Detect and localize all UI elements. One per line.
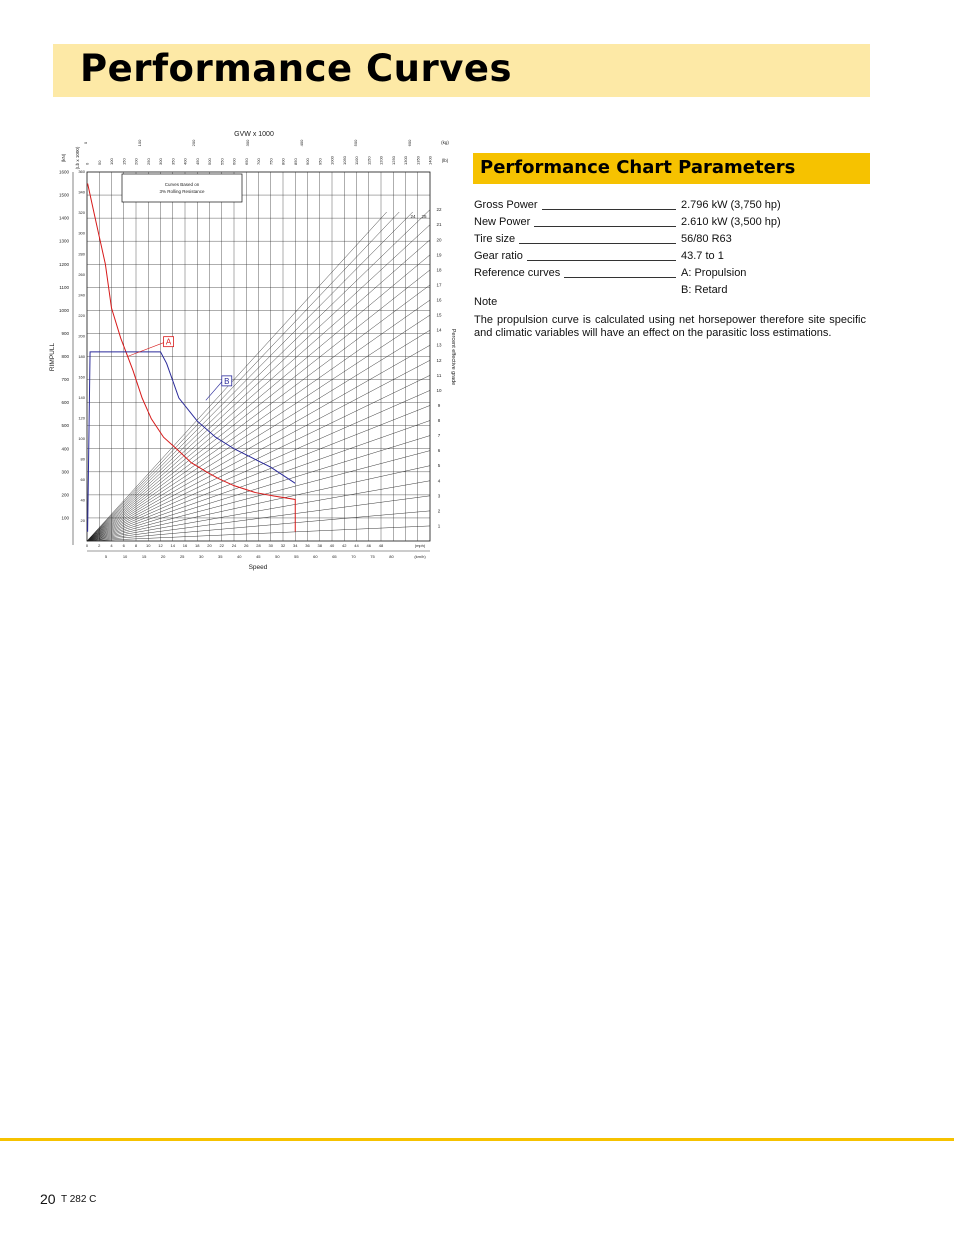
x-mph-tick: 44 bbox=[354, 543, 359, 548]
y-kn-tick: 1300 bbox=[58, 238, 69, 244]
x-mph-unit: (mph) bbox=[414, 543, 426, 548]
param-label: Gross Power bbox=[474, 197, 542, 214]
series-line-A bbox=[88, 184, 296, 532]
param-label: Gear ratio bbox=[474, 248, 527, 265]
param-row bbox=[474, 265, 874, 282]
x-mph-tick: 6 bbox=[122, 543, 125, 548]
grade-tick: 6 bbox=[437, 448, 441, 454]
top-lb-tick: 800 bbox=[280, 158, 286, 165]
top-lb-tick: 700 bbox=[256, 158, 261, 165]
top-lb-tick: 1100 bbox=[354, 156, 359, 165]
y-kn-tick: 500 bbox=[61, 423, 69, 429]
y-lb-tick: 340 bbox=[78, 189, 85, 195]
top-lb-tick: 1350 bbox=[415, 156, 421, 165]
param-row bbox=[474, 214, 874, 231]
grade-tick: 5 bbox=[437, 463, 441, 469]
y-lb-tick: 240 bbox=[78, 292, 85, 298]
y-kn-unit: (kN) bbox=[61, 153, 66, 163]
y-lb-tick: 220 bbox=[78, 312, 85, 318]
top-lb-tick: 1000 bbox=[329, 156, 335, 165]
chart-svg bbox=[40, 125, 460, 580]
grade-tick: 4 bbox=[437, 478, 441, 484]
y-kn-tick: 800 bbox=[61, 354, 69, 359]
x-kmh-tick: 65 bbox=[332, 554, 337, 559]
x-mph-tick: 22 bbox=[219, 543, 224, 548]
top-lb-tick: 950 bbox=[317, 158, 323, 165]
x-mph-tick: 10 bbox=[146, 543, 151, 548]
x-mph-tick: 0 bbox=[85, 543, 89, 548]
grade-tick: 15 bbox=[436, 312, 442, 318]
grade-tick: 8 bbox=[437, 418, 441, 424]
x-mph-tick: 28 bbox=[256, 543, 261, 548]
grade-tick: 2 bbox=[437, 508, 441, 514]
y-lb-unit: (Lb x 1000) bbox=[75, 146, 80, 170]
top-lb-tick: 400 bbox=[182, 158, 188, 165]
x-kmh-tick: 15 bbox=[141, 554, 147, 559]
y-lb-tick: 80 bbox=[80, 456, 85, 462]
x-mph-tick: 38 bbox=[317, 543, 322, 548]
footer-rule bbox=[0, 1138, 954, 1141]
y-kn-tick: 100 bbox=[61, 515, 69, 521]
note-box-line: Curves Based on bbox=[164, 182, 200, 187]
params-heading-banner bbox=[473, 153, 870, 184]
x-mph-tick: 20 bbox=[207, 543, 212, 548]
x-kmh-tick: 55 bbox=[294, 554, 299, 559]
grade-tick: 7 bbox=[437, 433, 441, 439]
document-code: T 282 C bbox=[61, 1194, 97, 1205]
x-mph-tick: 8 bbox=[134, 543, 138, 548]
series-line-B bbox=[88, 352, 296, 532]
grade-line bbox=[87, 212, 387, 541]
top-lb-tick: 650 bbox=[243, 158, 249, 165]
x-mph-tick: 46 bbox=[366, 543, 371, 548]
series-marker-A: A bbox=[165, 337, 172, 347]
x-mph-tick: 40 bbox=[329, 543, 335, 548]
grade-axis-title: Percent effective grade bbox=[450, 328, 456, 386]
top-lb-tick: 1400 bbox=[427, 156, 433, 165]
param-row bbox=[474, 231, 874, 248]
grade-top-label: 25 bbox=[421, 214, 427, 219]
grade-tick: 11 bbox=[436, 372, 442, 378]
y-axis-title: RIMPULL bbox=[49, 342, 56, 372]
y-kn-tick: 1600 bbox=[58, 169, 69, 175]
grade-tick: 13 bbox=[436, 342, 442, 348]
x-mph-tick: 2 bbox=[98, 543, 101, 548]
y-kn-tick: 700 bbox=[61, 377, 69, 383]
page-title: Performance Curves bbox=[80, 47, 512, 90]
x-kmh-tick: 75 bbox=[370, 554, 375, 559]
note-text: The propulsion curve is calculated using net horsepower therefore site specific and climatic variables will have an effect on the parasitic loss estimations. bbox=[474, 314, 866, 339]
x-kmh-tick: 50 bbox=[275, 554, 280, 559]
top-lb-tick: 200 bbox=[133, 158, 139, 165]
grade-tick: 20 bbox=[436, 237, 442, 243]
y-lb-tick: 60 bbox=[80, 476, 85, 482]
top-kg-tick: 600 bbox=[407, 139, 413, 147]
note-box-line: 3% Rolling Resistance bbox=[159, 189, 205, 194]
y-lb-tick: 260 bbox=[78, 271, 85, 277]
x-mph-tick: 26 bbox=[244, 543, 249, 548]
y-kn-tick: 400 bbox=[61, 446, 69, 452]
param-value: 2.796 kW (3,750 hp) bbox=[681, 199, 781, 211]
top-axis-title: GVW x 1000 bbox=[234, 131, 274, 138]
performance-chart bbox=[40, 125, 460, 580]
series-marker-B: B bbox=[224, 376, 230, 386]
params-heading: Performance Chart Parameters bbox=[480, 157, 796, 178]
x-mph-tick: 18 bbox=[195, 543, 200, 548]
top-lb-tick: 100 bbox=[109, 158, 114, 165]
top-kg-tick: 400 bbox=[299, 139, 305, 147]
top-lb-tick: 850 bbox=[292, 158, 298, 165]
grade-tick: 14 bbox=[436, 327, 442, 333]
top-lb-tick: 150 bbox=[121, 158, 127, 165]
x-mph-tick: 32 bbox=[280, 543, 286, 548]
x-kmh-tick: 20 bbox=[160, 554, 166, 559]
series-callout-B bbox=[206, 382, 222, 400]
y-lb-tick: 100 bbox=[78, 435, 85, 441]
title-banner bbox=[53, 44, 870, 97]
x-mph-tick: 14 bbox=[170, 543, 175, 548]
top-lb-tick: 500 bbox=[207, 158, 212, 165]
x-kmh-tick: 30 bbox=[198, 554, 204, 559]
param-label: Reference curves bbox=[474, 265, 564, 282]
x-mph-tick: 48 bbox=[378, 543, 384, 548]
x-kmh-tick: 45 bbox=[256, 554, 261, 559]
param-row bbox=[474, 282, 874, 299]
y-lb-tick: 140 bbox=[78, 394, 85, 400]
x-kmh-tick: 80 bbox=[389, 554, 394, 559]
top-kg-tick: 200 bbox=[191, 139, 197, 147]
x-kmh-tick: 5 bbox=[104, 554, 108, 559]
top-lb-tick: 1150 bbox=[366, 156, 372, 165]
grade-line bbox=[87, 212, 399, 541]
params-list bbox=[474, 197, 874, 299]
top-lb-tick: 0 bbox=[84, 162, 90, 165]
grade-tick: 18 bbox=[436, 267, 442, 273]
y-kn-tick: 1000 bbox=[58, 307, 69, 313]
top-lb-unit: (lb) bbox=[441, 158, 449, 163]
x-mph-tick: 16 bbox=[182, 543, 188, 548]
param-row bbox=[474, 248, 874, 265]
top-lb-tick: 1300 bbox=[403, 156, 408, 165]
grade-tick: 10 bbox=[436, 387, 442, 393]
series-callout-A bbox=[127, 343, 163, 357]
grade-tick: 21 bbox=[436, 222, 442, 228]
grade-tick: 17 bbox=[436, 282, 442, 288]
note-box bbox=[122, 174, 242, 202]
y-lb-tick: 280 bbox=[78, 251, 85, 257]
top-kg-tick: 0 bbox=[83, 141, 88, 145]
top-lb-tick: 750 bbox=[268, 158, 274, 165]
y-kn-tick: 300 bbox=[61, 469, 69, 475]
x-mph-tick: 36 bbox=[305, 543, 310, 548]
top-kg-tick: 100 bbox=[137, 139, 143, 147]
x-mph-tick: 42 bbox=[342, 543, 347, 548]
param-row bbox=[474, 197, 874, 214]
y-kn-tick: 900 bbox=[61, 330, 69, 336]
x-mph-tick: 12 bbox=[158, 543, 163, 548]
grade-tick: 19 bbox=[436, 252, 442, 258]
x-kmh-tick: 60 bbox=[313, 554, 318, 559]
x-kmh-tick: 35 bbox=[218, 554, 223, 559]
top-lb-tick: 900 bbox=[305, 158, 310, 165]
grade-tick: 1 bbox=[437, 523, 441, 529]
y-lb-tick: 160 bbox=[78, 374, 85, 380]
param-value-secondary: B: Retard bbox=[681, 284, 728, 296]
x-kmh-tick: 10 bbox=[122, 554, 128, 559]
y-kn-tick: 1400 bbox=[58, 215, 69, 221]
y-kn-tick: 1200 bbox=[58, 261, 69, 267]
top-lb-tick: 350 bbox=[170, 158, 176, 165]
y-kn-tick: 1500 bbox=[58, 192, 69, 198]
grade-top-label: 24 bbox=[410, 214, 416, 219]
y-lb-tick: 360 bbox=[78, 169, 85, 175]
top-lb-tick: 550 bbox=[219, 158, 225, 165]
x-axis-title: Speed bbox=[248, 564, 268, 571]
param-value: 56/80 R63 bbox=[681, 233, 732, 245]
top-lb-tick: 1250 bbox=[390, 156, 396, 165]
y-lb-tick: 180 bbox=[78, 353, 85, 359]
y-lb-tick: 40 bbox=[80, 497, 85, 503]
grade-tick: 12 bbox=[436, 357, 442, 363]
param-label: Tire size bbox=[474, 231, 519, 248]
param-label: New Power bbox=[474, 214, 534, 231]
x-mph-tick: 4 bbox=[110, 543, 113, 548]
x-kmh-tick: 40 bbox=[237, 554, 242, 559]
top-lb-tick: 450 bbox=[194, 158, 200, 165]
grade-tick: 9 bbox=[437, 402, 441, 408]
y-lb-tick: 200 bbox=[78, 333, 85, 339]
param-value: 2.610 kW (3,500 hp) bbox=[681, 216, 781, 228]
param-value: A: Propulsion bbox=[681, 267, 747, 279]
grade-tick: 16 bbox=[436, 297, 442, 303]
x-mph-tick: 30 bbox=[268, 543, 273, 548]
grade-tick: 3 bbox=[437, 493, 441, 499]
top-lb-tick: 1050 bbox=[341, 156, 347, 165]
y-kn-tick: 600 bbox=[61, 400, 69, 406]
note-title: Note bbox=[474, 296, 498, 308]
x-kmh-tick: 70 bbox=[351, 554, 356, 559]
y-lb-tick: 120 bbox=[78, 415, 85, 421]
x-kmh-unit: (km/h) bbox=[414, 554, 426, 559]
grade-tick: 22 bbox=[436, 207, 442, 213]
page-number: 20 bbox=[40, 1191, 56, 1207]
x-mph-tick: 34 bbox=[293, 543, 298, 548]
top-kg-tick: 300 bbox=[245, 139, 251, 147]
y-lb-tick: 320 bbox=[78, 210, 85, 216]
y-kn-tick: 200 bbox=[61, 492, 69, 498]
param-value: 43.7 to 1 bbox=[681, 250, 724, 262]
top-kg-unit: (kg) bbox=[441, 140, 449, 145]
top-lb-tick: 1200 bbox=[378, 156, 384, 165]
top-lb-tick: 600 bbox=[231, 158, 237, 165]
y-lb-tick: 20 bbox=[80, 517, 85, 523]
top-lb-tick: 50 bbox=[96, 160, 102, 165]
y-kn-tick: 1100 bbox=[59, 284, 69, 290]
top-kg-tick: 500 bbox=[353, 139, 359, 147]
x-kmh-tick: 25 bbox=[179, 554, 185, 559]
top-lb-tick: 250 bbox=[145, 158, 151, 165]
y-lb-tick: 300 bbox=[78, 230, 85, 236]
x-mph-tick: 24 bbox=[231, 543, 237, 548]
top-lb-tick: 300 bbox=[158, 158, 163, 165]
